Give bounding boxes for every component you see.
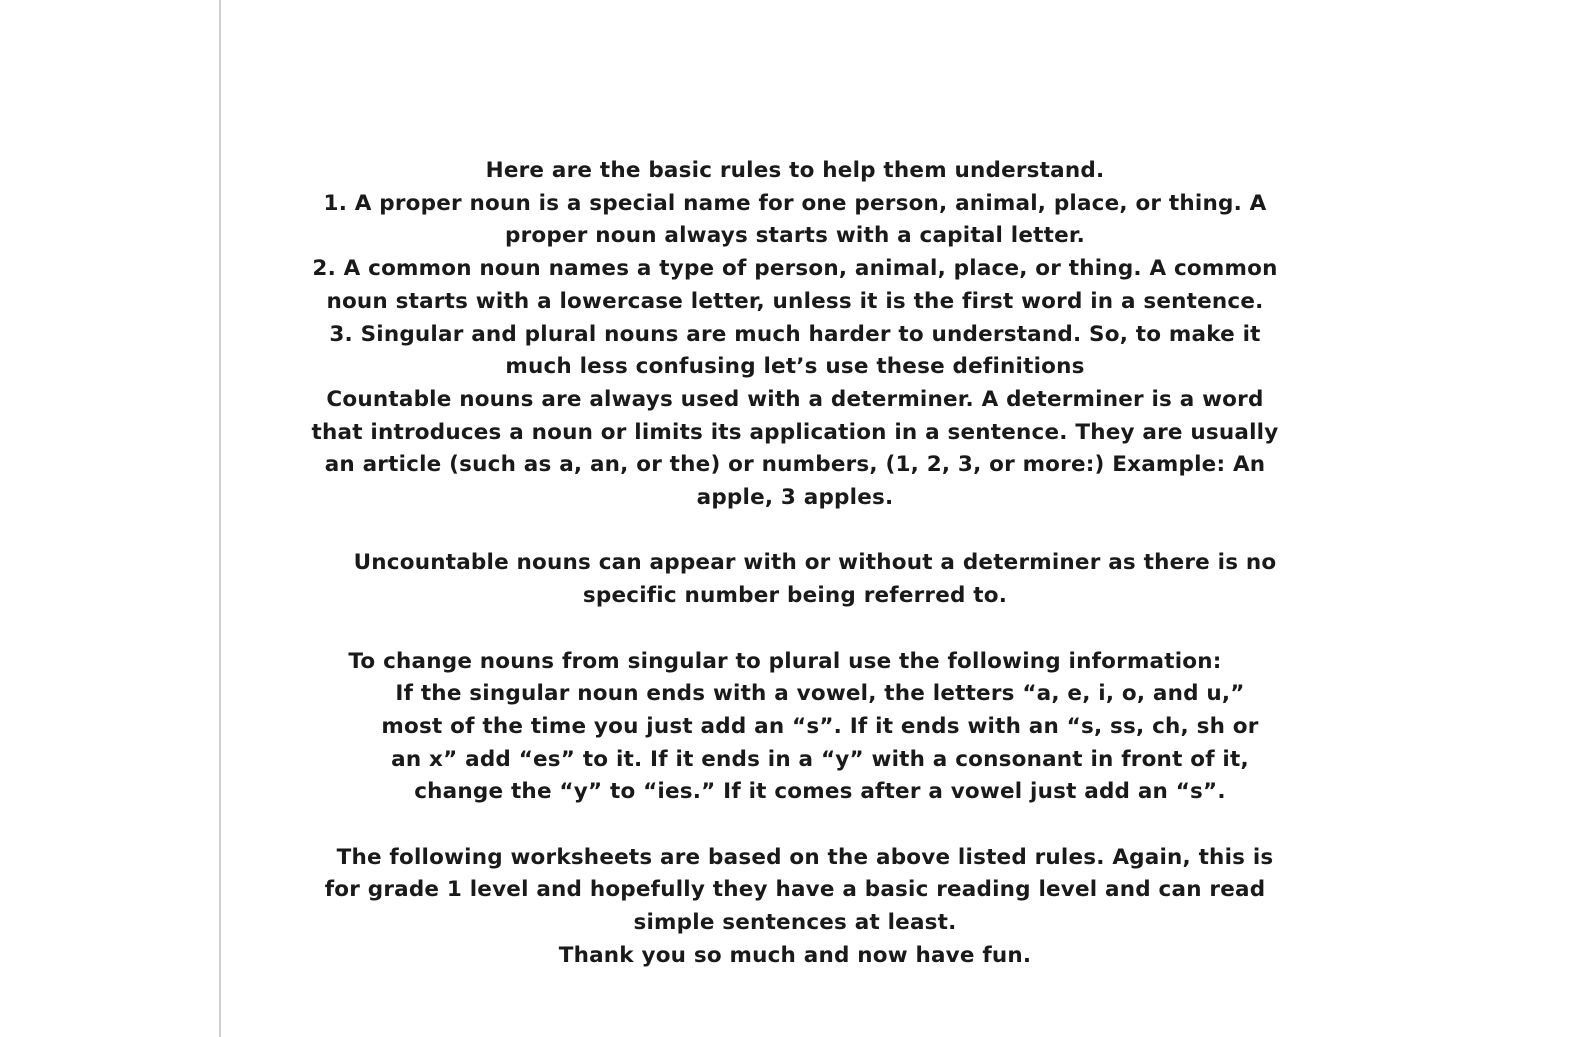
- thank-you-line: Thank you so much and now have fun.: [558, 942, 1032, 968]
- rule-3-line-1: 3. Singular and plural nouns are much harder to understand. So, to make it: [329, 321, 1261, 347]
- rule-3-line-2: much less confusing let’s use these definitions: [505, 354, 1085, 380]
- uncountable-line-1: Uncountable nouns can appear with or without a determiner as there is no: [353, 550, 1277, 576]
- closing-line-3: simple sentences at least.: [633, 910, 957, 936]
- plural-rule-line-2: most of the time you just add an “s”. If it ends with an “s, ss, ch, sh or: [381, 713, 1259, 739]
- plural-rule-line-1: If the singular noun ends with a vowel, the letters “a, e, i, o, and u,”: [395, 681, 1245, 707]
- rule-2-line-2: noun starts with a lowercase letter, unless it is the first word in a sentence.: [326, 288, 1264, 314]
- plural-intro-line: To change nouns from singular to plural use the following information:: [348, 648, 1222, 674]
- intro-line: Here are the basic rules to help them understand.: [485, 158, 1105, 183]
- countable-line-2: that introduces a noun or limits its application in a sentence. They are usually: [311, 419, 1279, 445]
- countable-line-1: Countable nouns are always used with a determiner. A determiner is a word: [326, 386, 1264, 412]
- plural-rule-line-3: an x” add “es” to it. If it ends in a “y” with a consonant in front of it,: [391, 746, 1249, 772]
- closing-line-2: for grade 1 level and hopefully they have a basic reading level and can read: [324, 877, 1266, 903]
- countable-line-3: an article (such as a, an, or the) or numbers, (1, 2, 3, or more:) Example: An: [324, 452, 1266, 478]
- uncountable-line-2: specific number being referred to.: [582, 583, 1008, 609]
- plural-rule-line-4: change the “y” to “ies.” If it comes after a vowel just add an “s”.: [414, 779, 1226, 805]
- page-margin-line: [219, 0, 221, 1037]
- paragraph-gap: [300, 809, 1290, 842]
- document-body: [300, 155, 1290, 973]
- rule-1-line-1: 1. A proper noun is a special name for one person, animal, place, or thing. A: [323, 190, 1267, 216]
- rule-1-line-2: proper noun always starts with a capital letter.: [505, 223, 1085, 249]
- paragraph-gap: [300, 613, 1290, 646]
- rule-2-line-1: 2. A common noun names a type of person, animal, place, or thing. A common: [312, 256, 1278, 282]
- closing-line-1: The following worksheets are based on the above listed rules. Again, this is: [336, 844, 1274, 870]
- countable-line-4: apple, 3 apples.: [696, 485, 894, 511]
- paragraph-gap: [300, 515, 1290, 548]
